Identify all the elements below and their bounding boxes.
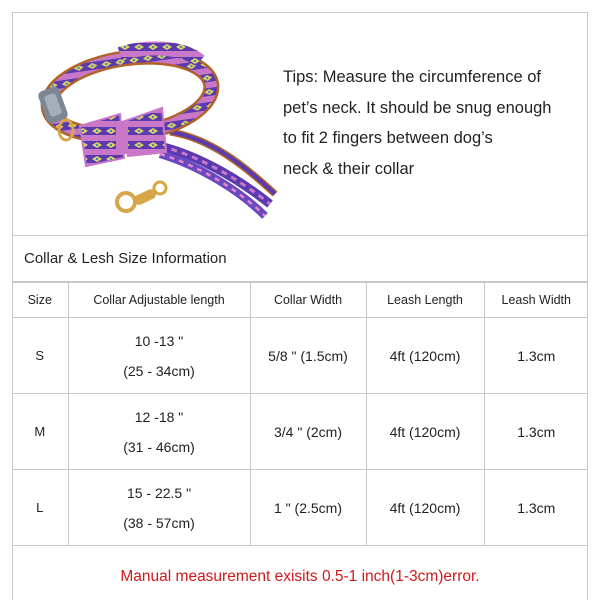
size-table-title: Collar & Lesh Size Information	[12, 236, 588, 282]
collar-length-cm: (31 - 46cm)	[123, 438, 195, 455]
collar-length-cm: (25 - 34cm)	[123, 362, 195, 379]
collar-length-inches: 10 -13 "	[134, 332, 184, 349]
size-table	[12, 282, 588, 546]
measurement-error-note: Manual measurement exisits 0.5-1 inch(1-3cm)error.	[120, 568, 480, 585]
size-cell: L	[12, 470, 68, 546]
table-row	[12, 394, 588, 470]
collar-leash-image	[20, 26, 280, 226]
leash-strap	[150, 132, 275, 216]
size-cell: S	[12, 318, 68, 394]
leash-length-cell: 4ft (120cm)	[366, 394, 484, 470]
tips-line: to fit 2 fingers between dog’s	[283, 129, 493, 147]
collar-length-cell	[68, 394, 250, 470]
header-leash-length: Leash Length	[366, 283, 484, 318]
header-leash-width: Leash Width	[484, 283, 588, 318]
leash-width-cell: 1.3cm	[484, 318, 588, 394]
collar-length-cm: (38 - 57cm)	[123, 514, 195, 531]
size-cell: M	[12, 394, 68, 470]
table-row	[12, 470, 588, 546]
tips-text	[283, 62, 578, 184]
collar-length-cell	[68, 470, 250, 546]
table-header-row	[12, 283, 588, 318]
leash-length-cell: 4ft (120cm)	[366, 318, 484, 394]
collar-length-cell	[68, 318, 250, 394]
collar-width-cell: 1 " (2.5cm)	[250, 470, 366, 546]
header-collar-length: Collar Adjustable length	[68, 283, 250, 318]
collar-width-cell: 5/8 " (1.5cm)	[250, 318, 366, 394]
tips-line: pet’s neck. It should be snug enough	[283, 98, 552, 117]
leash-width-cell: 1.3cm	[484, 470, 588, 546]
tips-line: neck & their collar	[283, 159, 415, 178]
header-size: Size	[12, 283, 68, 318]
collar-length-inches: 12 -18 "	[134, 408, 184, 425]
table-row	[12, 318, 588, 394]
tips-line: Tips: Measure the circumference of	[283, 68, 541, 86]
leash-length-cell: 4ft (120cm)	[366, 470, 484, 546]
bow-tie	[80, 108, 166, 166]
header-collar-width: Collar Width	[250, 283, 366, 318]
leash-width-cell: 1.3cm	[484, 394, 588, 470]
collar-length-inches: 15 - 22.5 "	[126, 484, 192, 501]
collar-width-cell: 3/4 " (2cm)	[250, 394, 366, 470]
leash-clasp	[117, 182, 166, 211]
